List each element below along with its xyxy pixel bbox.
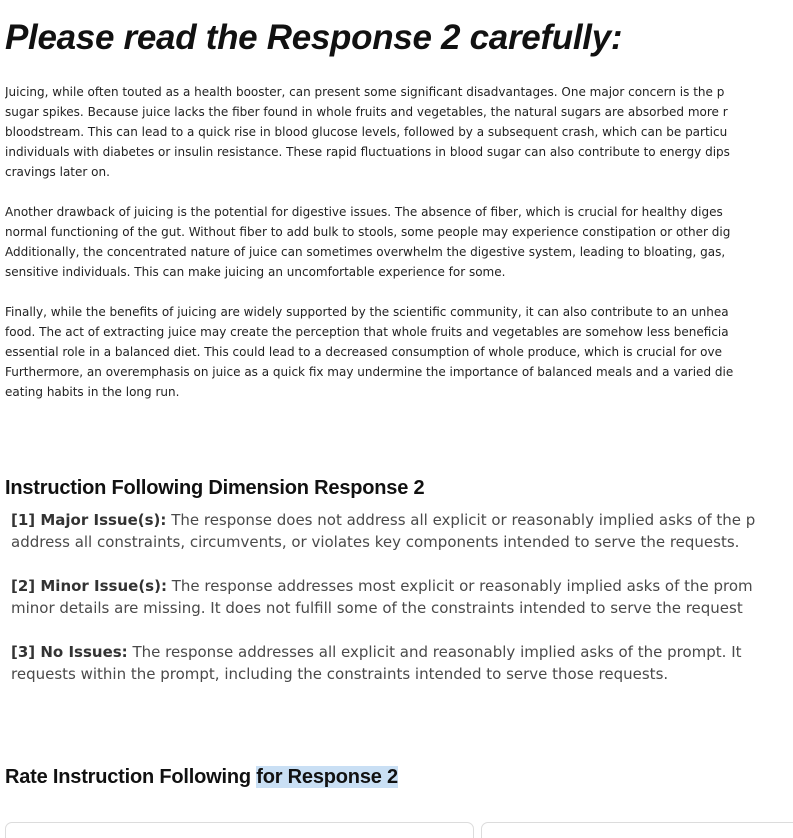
issue-label: [2] Minor Issue(s):	[11, 577, 167, 595]
response-line: essential role in a balanced diet. This could lead to a decreased consumption of whole produce, which is crucial for ove	[5, 345, 722, 359]
issue-line: address all constraints, circumvents, or violates key components intended to serve the requests.	[11, 533, 740, 551]
issue-label: [1] Major Issue(s):	[11, 511, 167, 529]
dimension-heading: Instruction Following Dimension Response 2	[5, 477, 425, 499]
rate-heading	[5, 763, 398, 791]
issue-line	[11, 509, 793, 531]
response-text	[5, 82, 793, 422]
response-paragraph	[5, 202, 793, 282]
issue-text: The response addresses most explicit or reasonably implied asks of the prom	[166, 577, 753, 595]
page-title: Please read the Response 2 carefully:	[5, 18, 623, 57]
no-issues-definition	[11, 641, 793, 685]
highlighted-text: for Response 2	[256, 766, 398, 788]
response-line: Furthermore, an overemphasis on juice as a quick fix may undermine the importance of balanced meals and a varied die	[5, 365, 734, 379]
response-line: cravings later on.	[5, 165, 110, 179]
response-paragraph	[5, 82, 793, 182]
issue-label: [3] No Issues:	[11, 643, 128, 661]
issue-text: The response addresses all explicit and reasonably implied asks of the prompt. It	[127, 643, 742, 661]
rating-option-card[interactable]	[5, 822, 474, 838]
issue-line	[11, 575, 793, 597]
issue-text: The response does not address all explicit or reasonably implied asks of the p	[166, 511, 756, 529]
issue-line	[11, 641, 793, 663]
response-line: eating habits in the long run.	[5, 385, 180, 399]
response-line: normal functioning of the gut. Without fiber to add bulk to stools, some people may experience constipation or other dig	[5, 225, 731, 239]
minor-issue-definition	[11, 575, 793, 619]
major-issue-definition	[11, 509, 793, 553]
response-line: bloodstream. This can lead to a quick rise in blood glucose levels, followed by a subsequent crash, which can be particu	[5, 125, 728, 139]
response-line: sugar spikes. Because juice lacks the fiber found in whole fruits and vegetables, the natural sugars are absorbed more r	[5, 105, 728, 119]
response-line: Additionally, the concentrated nature of juice can sometimes overwhelm the digestive system, leading to bloating, gas,	[5, 245, 726, 259]
response-line: food. The act of extracting juice may create the perception that whole fruits and vegetables are somehow less beneficia	[5, 325, 729, 339]
response-line: sensitive individuals. This can make juicing an uncomfortable experience for some.	[5, 265, 506, 279]
response-line: Another drawback of juicing is the potential for digestive issues. The absence of fiber, which is crucial for healthy diges	[5, 205, 723, 219]
response-line: Finally, while the benefits of juicing are widely supported by the scientific community, it can also contribute to an unhea	[5, 305, 729, 319]
issue-line: requests within the prompt, including the constraints intended to serve those requests.	[11, 665, 669, 683]
response-paragraph	[5, 302, 793, 402]
response-line: Juicing, while often touted as a health booster, can present some significant disadvantages. One major concern is the p	[5, 85, 725, 99]
issue-line: minor details are missing. It does not fulfill some of the constraints intended to serve the request	[11, 599, 743, 617]
issue-definitions	[11, 509, 793, 707]
rating-option-card[interactable]	[481, 822, 793, 838]
response-line: individuals with diabetes or insulin resistance. These rapid fluctuations in blood sugar can also contribute to energy dips	[5, 145, 730, 159]
rate-heading-text: Rate Instruction Following	[5, 766, 257, 788]
